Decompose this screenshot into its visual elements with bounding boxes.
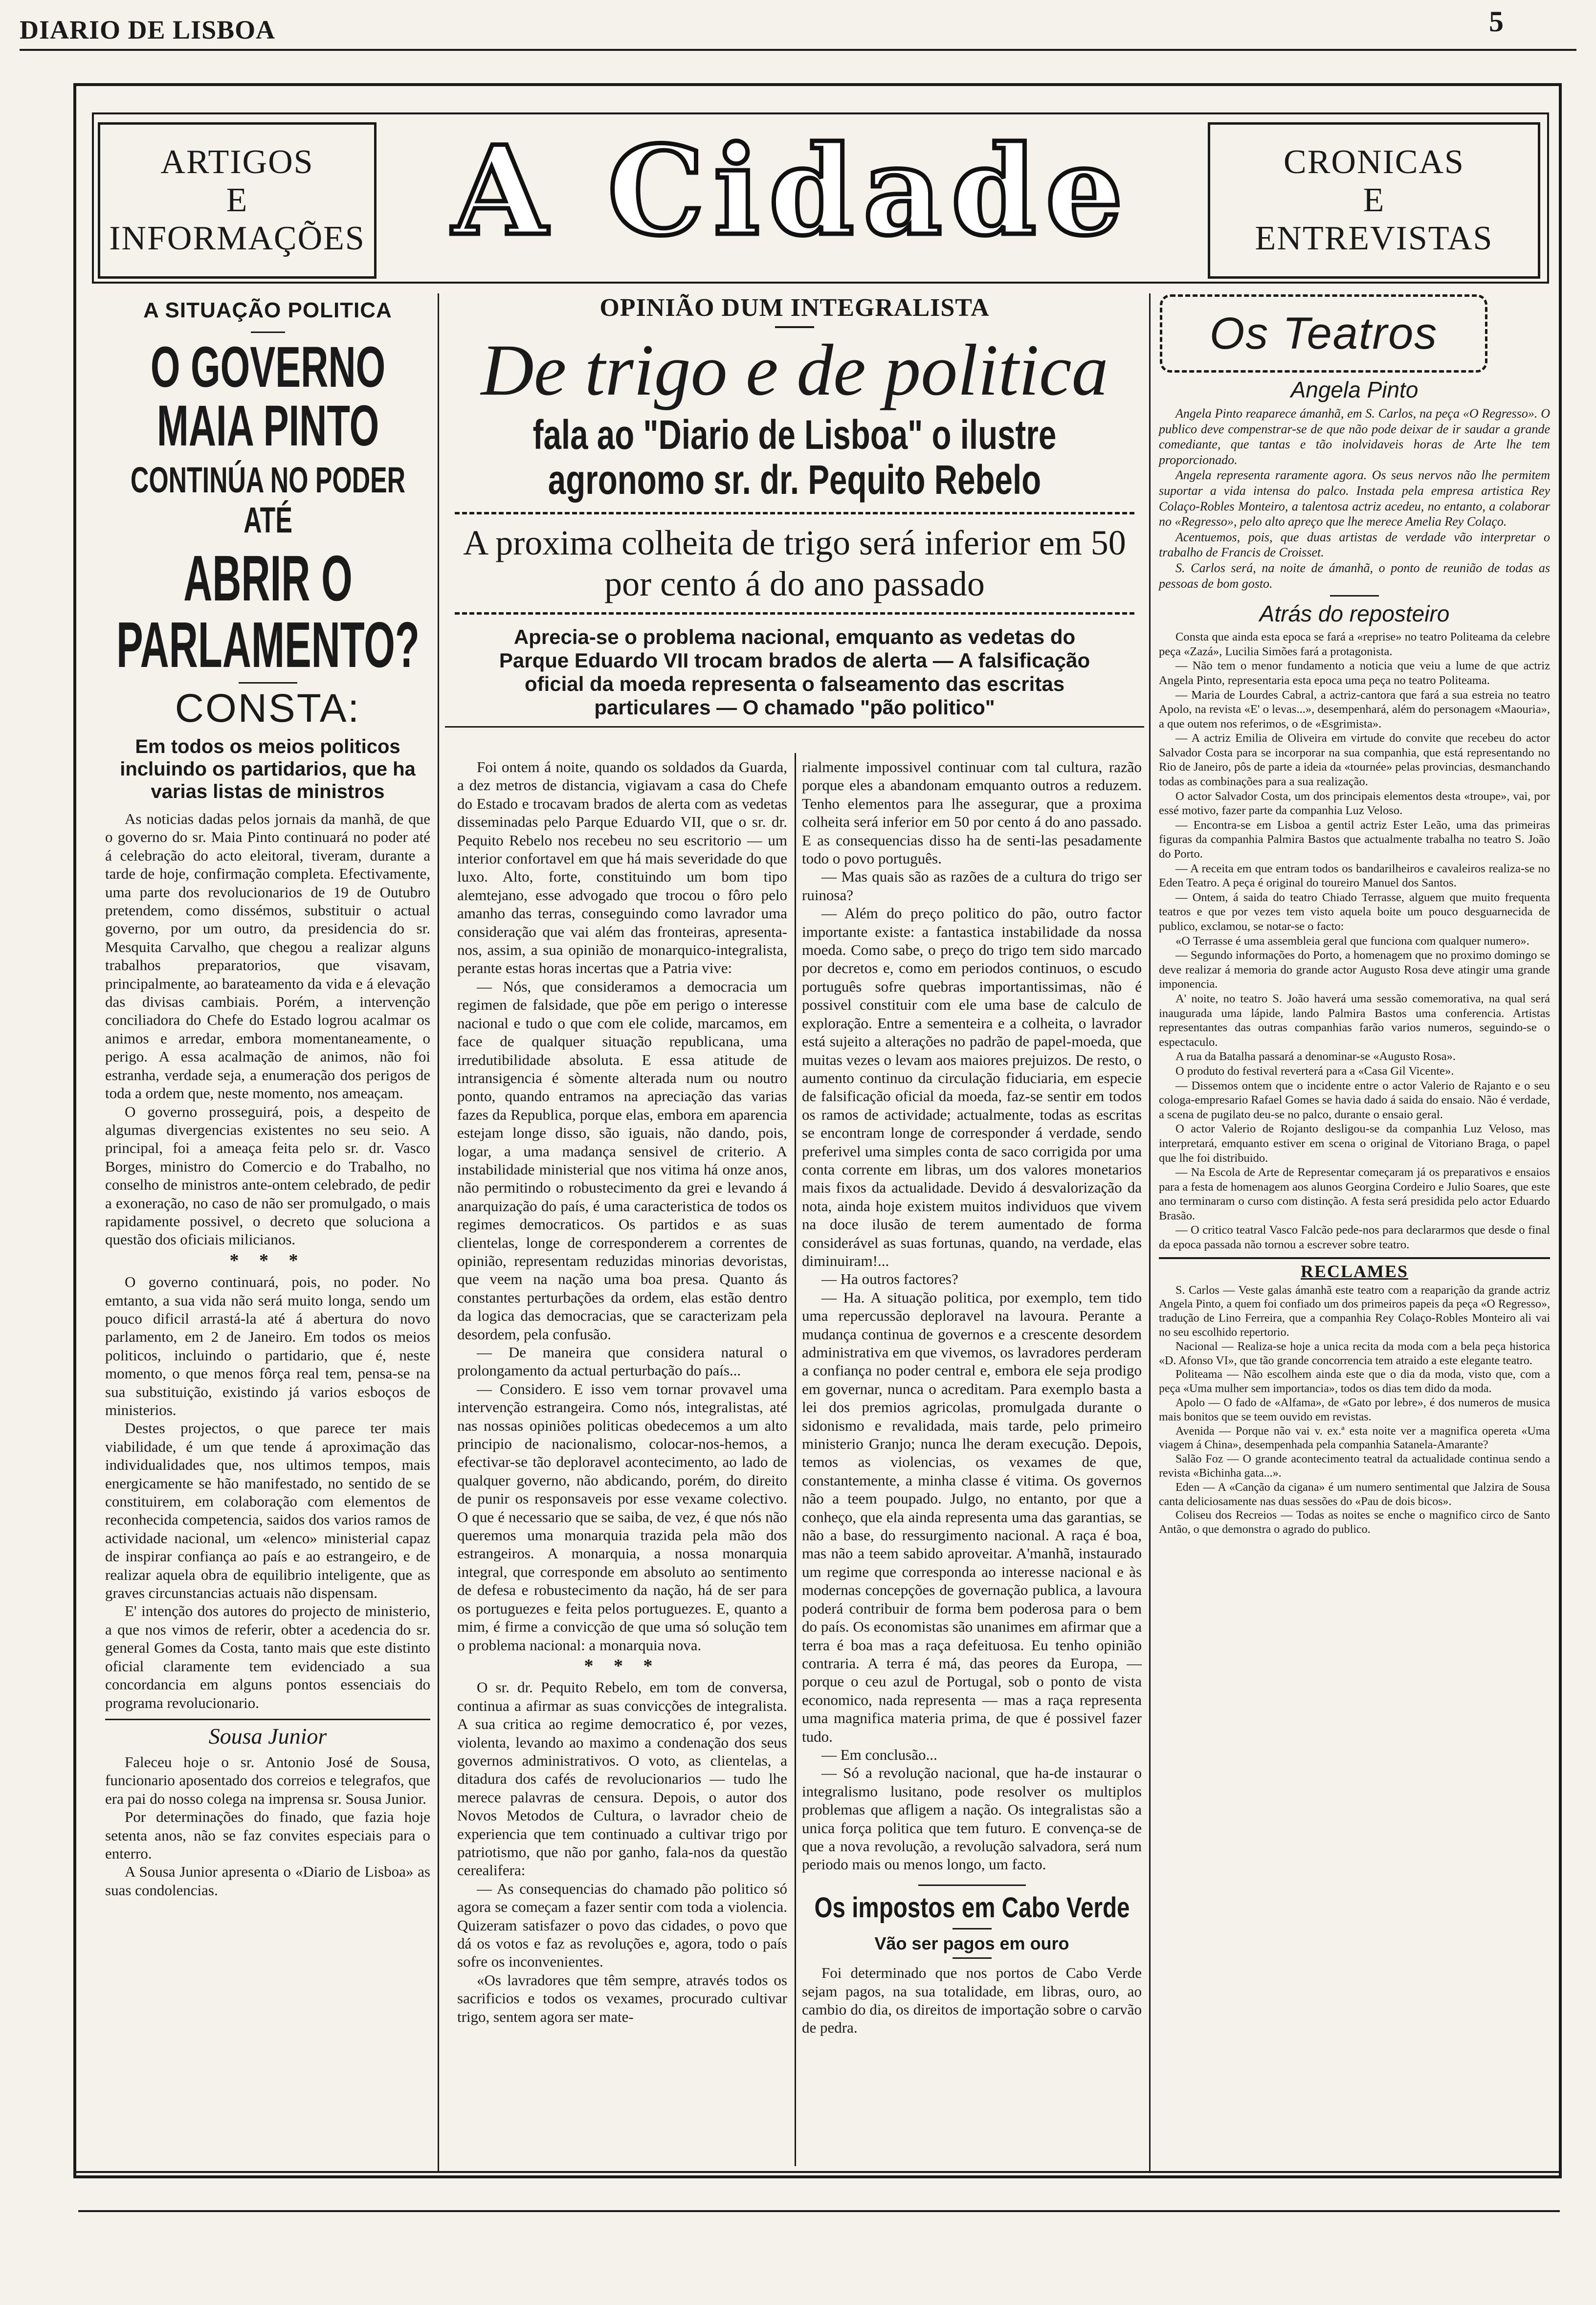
center-banner: A proxima colheita de trigo será inferior em 50 por cento á do ano passado <box>463 523 1126 603</box>
left-paragraph: As noticias dadas pelos jornais da manhã, de que o governo do sr. Maia Pinto continuará no poder até á celebração do acto eleitoral, tiveram, durante a tarde de hoje, confirmação completa. Efectivamente, uma parte dos revolucionarios de 19 de Outubro pretendem, como dissémos, substituir o actual governo, por um outro, da presidencia do sr. Mesquita Carvalho, que chegou a realizar alguns trabalhos preparatorios, que visavam, principalmente, ao barateamento da vida e á elevação das divisas cambiais. Porém, a intervenção conciliadora do Chefe do Estado logrou acalmar os animos e arredar, embora momentaneamente, o perigo. A essa acalmação de animos, não foi estranha, verdade seja, a enumeração dos perigos de toda a ordem que, neste momento, nos ameaçam. <box>105 810 430 1102</box>
banner-bottom-rule <box>455 612 1134 615</box>
banner-top-rule <box>455 512 1134 514</box>
reclames-rule <box>1159 1257 1550 1259</box>
center-paragraph: — Ha outros factores? <box>821 1270 958 1288</box>
center-column-b <box>802 758 1142 2037</box>
reposteiro-paragraph: — Não tem o menor fundamento a noticia que veiu a lume de que actriz Angela Pinto, representaria esta epoca uma peça no teatro Politeama. <box>1159 659 1550 687</box>
angela-paragraph: Angela Pinto reaparece ámanhã, em S. Carlos, na peça «O Regresso». O publico deve compenstrar-se de que não pode deixar de ir saudar a grande comediante, que tantas e tão inolvidaveis horas de Arte lhe tem proporcionado. <box>1159 406 1550 467</box>
left-article-body <box>105 810 430 1712</box>
masthead-left-box <box>98 122 377 279</box>
reposteiro-rule <box>1330 595 1379 597</box>
reclame-paragraph: Avenida — Porque não vai v. ex.ª esta noite ver a magnifica opereta «Uma viagem á China», desempenhada pela companhia Satanela-Amarante? <box>1159 1424 1550 1452</box>
center-subhead-rule <box>445 726 1144 728</box>
left-paragraph: Destes projectos, o que parece ter mais viabilidade, é um que tende á aproximação das individualidades que, nos ultimos tempos, mais energicamente se hão manifestado, no sentido de se constituirem, em colaboração com elementos de reconhecida competencia, saidos dos varios ramos de actividade nacional, um «elenco» ministerial capaz de inspirar confiança ao país e ao estrangeiro, e de realizar aquela obra de equilibrio inteligente, que as graves circunstancias actuais não dispensam. <box>105 1419 430 1602</box>
center-headline-block <box>445 293 1144 728</box>
obituary-body <box>105 1753 430 1899</box>
news-subtitle: Vão ser pagos em ouro <box>874 1933 1069 1953</box>
top-rule <box>20 49 1576 51</box>
center-column-a <box>457 758 787 2026</box>
reposteiro-paragraph: Consta que ainda esta epoca se fará a «reprise» no teatro Politeama da celebre peça «Zazá», Lucilia Simões fará a protagonista. <box>1159 630 1550 658</box>
angela-paragraph: Acentuemos, pois, que duas artistas de verdade vão interpretar o trabalho de Francis de Croisset. <box>1159 530 1550 560</box>
reposteiro-paragraph: — A receita em que entram todos os bandarilheiros e cavaleiros realiza-se no Eden Teatro. A peça é original do toureiro Manuel dos Santos. <box>1159 862 1550 890</box>
left-paragraph: O governo prosseguirá, pois, a despeito de algumas divergencias existentes no seu seio. A principal, foi a ameaça feita pelo sr. dr. Vasco Borges, ministro do Comercio e do Trabalho, no conselho de ministros ante-ontem celebrado, de pedir a exoneração, no caso de não ser promulgado, o mais rapidamente possivel, o decreto que soluciona a questão dos oficiais milicianos. <box>105 1103 430 1248</box>
angela-title: Angela Pinto <box>1290 377 1419 402</box>
news-subtitle-rule <box>953 1957 992 1959</box>
left-headline-1: O GOVERNO MAIA PINTO <box>150 335 386 458</box>
center-paragraph: — Só a revolução nacional, que ha-de instaurar o integralismo lusitano, pode resolver os multiplos problemas que afligem a nação. Os integralistas são a unica força politica que tem futuro. E convença-se de que a nova revolução, a revolução salvadora, será num periodo mais ou menos longo, um facto. <box>802 1764 1142 1873</box>
reclame-paragraph: Salão Foz — O grande acontecimento teatral da actualidade continua sendo a revista «Bichinha gata...». <box>1159 1453 1550 1480</box>
news-text: Foi determinado que nos portos de Cabo Verde sejam pagos, na sua totalidade, em libras, ouro, ao cambio do dia, os direitos de importação sobre o carvão de pedra. <box>802 1964 1142 2037</box>
reclame-paragraph: Apolo — O fado de «Alfama», de «Gato por lebre», é dos numeros de musica mais bonitos que se teem ouvido em revistas. <box>1159 1396 1550 1423</box>
reclame-paragraph: Coliseu dos Recreios — Todas as noites se enche o magnifico circo de Santo Antão, o que demonstra o agrado do publico. <box>1159 1509 1550 1536</box>
angela-body <box>1159 406 1550 591</box>
reclame-paragraph: Nacional — Realiza-se hoje a unica recita da moda com a bela peça historica «D. Afonso VI», que tão grande concorrencia tem atraido a este elegante teatro. <box>1159 1340 1550 1367</box>
obituary-paragraph: Por determinações do finado, que fazia hoje setenta anos, não se faz convites especiais para o enterro. <box>105 1808 430 1862</box>
reposteiro-paragraph: — Ontem, á saida do teatro Chiado Terrasse, alguem que muito frequenta teatros e que por vezes tem visto aquela boite um pouco desguarnecida de publico, exclamou, se notar-se o facto: <box>1159 890 1550 933</box>
column-rule-1 <box>438 293 439 2171</box>
reposteiro-paragraph: — Encontra-se em Lisboa a gentil actriz Ester Leão, uma das primeiras figuras da companhia Palmira Bastos que actualmente trabalha no teatro S. João do Porto. <box>1159 818 1550 861</box>
kicker-rule <box>251 332 285 333</box>
left-subhead: Em todos os meios politicos incluindo os partidarios, que ha varias listas de ministros <box>120 736 416 802</box>
headline-rule <box>239 682 297 684</box>
reposteiro-title: Atrás do reposteiro <box>1259 601 1450 627</box>
news-title-rule <box>953 1928 992 1929</box>
left-headline-3: ABRIR O PARLAMENTO? <box>116 542 420 681</box>
masthead-right-line-3: ENTREVISTAS <box>1255 220 1493 257</box>
reclame-paragraph: S. Carlos — Veste galas ámanhã este teatro com a reaparição da grande actriz Angela Pinto, a quem foi confiado um dos primeiros papeis da peça «O Regresso», tradução de Lino Ferreira, que a companhia Rey Colaço-Robles Monteiro ali vai no seu escolhido repertorio. <box>1159 1284 1550 1339</box>
reposteiro-paragraph: A' noite, no teatro S. João haverá uma sessão comemorativa, na qual será inaugurada uma lápide, lando Palmira Bastos uma conferencia. Artistas representantes das outras companhias farão varios numeros, seguindo-se o espectaculo. <box>1159 992 1550 1049</box>
obituary-paragraph: A Sousa Junior apresenta o «Diario de Lisboa» as suas condolencias. <box>105 1863 430 1899</box>
right-column <box>1159 377 1550 1537</box>
masthead-right-box <box>1208 122 1540 279</box>
center-kicker-rule <box>775 326 814 328</box>
bottom-rule <box>73 2171 1562 2173</box>
running-head-title: DIARIO DE LISBOA <box>20 15 276 44</box>
reposteiro-body <box>1159 630 1550 1252</box>
left-paragraph: O governo continuará, pois, no poder. No emtanto, a sua vida não será muito longa, sendo um pouco dificil arrastá-la até á abertura do novo parlamento, em 2 de Janeiro. Em todos os meios politicos, incluindo o partidario, que é, neste momento, o que menos fôrça real tem, pensa-se na sua substituição, existindo já varios esboços de ministerios. <box>105 1273 430 1418</box>
left-headline-2: CONTINÚA NO PODER ATÉ <box>130 460 406 540</box>
center-paragraph: — Mas quais são as razões de a cultura do trigo ser ruinosa? <box>802 868 1142 904</box>
masthead-left-line-3: INFORMAÇÕES <box>109 220 365 257</box>
center-paragraph: Foi ontem á noite, quando os soldados da Guarda, a dez metros de distancia, vigiavam a casa do Chefe do Estado e trocavam brados de alerta com as vedetas disseminadas pelo Parque Eduardo VII, que o sr. dr. Pequito Rebelo nos recebeu no seu escritorio — um interior confortavel em que há mais severidade do que luxo. Alto, forte, constituindo um bom tipo alemtejano, esse advogado que trocou o fôro pelo amanho das terras, conseguindo como lavrador uma consideração que vai além das fronteiras, apresenta-nos, assim, a sua opinião de monarquico-integralista, perante estas horas incertas que a Patria vive: <box>457 758 787 977</box>
left-paragraph: E' intenção dos autores do projecto de ministerio, a que nos vimos de referir, obter a acedencia do sr. general Gomes da Costa, tanto mais que este distinto oficial claramente tem evidenciado a sua concordancia em alguns pontos essenciais do programa revolucionario. <box>105 1602 430 1711</box>
center-kicker: OPINIÃO DUM INTEGRALISTA <box>599 294 990 322</box>
reposteiro-paragraph: — O critico teatral Vasco Falcão pede-nos para declararmos que desde o final da epoca passada não tornou a escrever sobre teatro. <box>1159 1223 1550 1252</box>
center-paragraph: — Ha. A situação politica, por exemplo, tem tido uma repercussão deploravel na lavoura. Perante a mudança continua de governos e a crescente desordem administrativa em que vivemos, os lavradores perderam a confiança no poder central e, embora ele seja prodigo em governar, nunca o acreditam. Para exemplo basta a lei dos premios agricolas, promulgada durante o sidonismo e revalidada, mais tarde, pelo primeiro ministerio Granjo; nunca lhe deram execução. Depois, temos as violencias, os vexames de que, constantemente, a minha classe é vitima. Os governos não a teem poupado. Julgo, no entanto, por que a conheço, que ela ainda representa uma das garantias, se não a base, do ressurgimento nacional. A raça é boa, mas não a teem sabido aproveitar. A'manhã, instaurado um regime que corresponda ao interesse nacional e às modernas concepções de governação publica, a lavoura poderá contribuir de forma bem poderosa para o bem do país. Os economistas são unanimes em afirmar que a terra é boa mas a raça defeituosa. Eu tenho opinião contraria. A terra é má, das peores da Europa, — porque o ceu azul de Portugal, sob o ponto de vista economico, nada representa — mas a raça representa uma magnifica materia prima, de que é possivel fazer tudo. <box>802 1288 1142 1745</box>
center-paragraph: — Nós, que consideramos a democracia um regimen de falsidade, que põe em perigo o interesse nacional e tudo o que com ele colide, marcamos, em face de qualquer situação republicana, uma irredutibilidade absoluta. E essa atitude de intransigencia é sòmente alterada num ou noutro ponto, quando entramos na apreciação das varias fazes da Republica, porque elas, embora em aparencia estejam longe disso, são iguais, não dando, pois, logar, a uma madança sensivel de criterio. A instabilidade ministerial que nos vitima há onze anos, não permitindo o robustecimento da grei e levando á anarquização do país, é uma caracteristica de todos os regimes democraticos. Os partidos e as suas clientelas, longe de corresponderem a correntes de opinião, representam reduzidas minorias devoristas, que veem na nação uma boa presa. Quanto ás constantes perturbações da ordem, elas estão dentro da logica das democracias, que se caracterizam pela desordem, pela confusão. <box>457 977 787 1343</box>
obituary-paragraph: Faleceu hoje o sr. Antonio José de Sousa, funcionario aposentado dos correios e telegrafos, que era pai do nosso colega na imprensa sr. Sousa Junior. <box>105 1753 430 1807</box>
left-kicker: A SITUAÇÃO POLITICA <box>143 298 392 322</box>
news-title: Os impostos em Cabo Verde <box>814 1891 1130 1924</box>
center-paragraph: — As consequencias do chamado pão politico só agora se começam a fazer sentir com toda a violencia. Quizeram satisfazer o povo das cidades, o povo que dá os votos e faz as revoluções e, agora, todo o país sofre os inconvenientes. <box>457 1880 787 1971</box>
masthead-right-line-1: CRONICAS <box>1284 143 1464 181</box>
center-paragraph: — Considero. E isso vem tornar provavel uma intervenção estrangeira. Como nós, integralistas, até nas nossas opiniões politicas obedecemos a um alto principio de nacionalismo, colocar-nos-hemos, a efectivar-se tão deploravel acontecimento, ao lado de qualquer governo, não abdicando, porém, do direito de punir os responsaveis por esse vexame colectivo. O que é necessario que se saiba, de vez, é que nós não queremos uma monarquia trazida pela mão dos estrangeiros. A monarquia, a nossa monarquia integral, que corresponde em absoluto ao sentimento de defesa e robustecimento da nação, há de ser para os portuguezes e feita pelos portuguezes. E, quanto a mim, é firme a convicção de que uma só solução tem o problema nacional: a monarquia nova. <box>457 1380 787 1654</box>
theatres-section-title: Os Teatros <box>1209 308 1438 358</box>
center-paragraph: O sr. dr. Pequito Rebelo, em tom de conversa, continua a afirmar as suas convicções de integralista. A sua critica ao regime democratico é, por vezes, violenta, levando ao maximo a condenação dos seus governos administrativos. O voto, as clientelas, a ditadura dos cafés de revolucionarios — tudo lhe merece palavras de censura. Depois, o autor dos Novos Metodos de Cultura, o lavrador cheio de experiencia que tem continuado a cultivar trigo por patriotismo, que não por ganho, fala-nos da questão cerealifera: <box>457 1679 787 1879</box>
obituary-rule <box>105 1719 430 1720</box>
reposteiro-paragraph: — Na Escola de Arte de Representar começaram já os preparativos e ensaios para a festa de homenagem aos alunos Georgina Cordeiro e Julio Soares, que este ano terminaram o curso com distinção. A festa será presidida pelo actor Eduardo Brasão. <box>1159 1166 1550 1222</box>
reposteiro-paragraph: O produto do festival reverterá para a «Casa Gil Vicente». <box>1175 1064 1454 1078</box>
reclames-body <box>1159 1284 1550 1537</box>
reposteiro-paragraph: — Dissemos ontem que o incidente entre o actor Valerio de Rajanto e o seu cologa-empresario Rafael Gomes se havia dado á saida do ensaio. Não é verdade, a scena de pugilato deu-se no palco, durante o ensaio geral. <box>1159 1079 1551 1121</box>
reposteiro-paragraph: «O Terrasse é uma assembleia geral que funciona com qualquer numero». <box>1175 934 1530 948</box>
consta-heading: CONSTA: <box>175 686 361 731</box>
angela-paragraph: Angela representa raramente agora. Os seus nervos não lhe permitem suportar a vida intensa do palco. Instada pela empresa artistica Rey Colaço-Robles Monteiro, a talentosa actriz acedeu, no entanto, a colaborar no «Regresso», pelo alto apreço que lhe merece Amelia Rey Colaço. <box>1159 468 1550 529</box>
masthead-left-line-1: ARTIGOS <box>160 143 314 181</box>
obituary-title: Sousa Junior <box>208 1723 327 1749</box>
center-stars: * * * <box>584 1655 661 1676</box>
center-paragraph: — De maneira que considera natural o prolongamento da actual perturbação do país... <box>457 1344 787 1379</box>
center-headline: De trigo e de politica <box>481 330 1108 411</box>
reposteiro-paragraph: — A actriz Emilia de Oliveira em virtude do convite que recebeu do actor Salvador Costa para se incorporar na sua companhia, que está representando no Rio de Janeiro, pôs de parte a ideia da «tournée» pelas provincias, desmanchando todas as combinações para a sua realização. <box>1159 731 1550 789</box>
center-paragraph: — Além do preço politico do pão, outro factor importante existe: a fantastica instabilidade da nossa moeda. Como sabe, o preço do trigo tem sido marcado por decretos e, como em periodos continuos, o escudo português sofre quebras importantissimas, não é possivel constituir com ele uma base de calculo de exploração. Entre a sementeira e a colheita, o lavrador está sujeito a alterações no padrão de papel-moeda, que muitas vezes o levam aos maiores prejuizos. De resto, o aumento continuo da circulação fiduciaria, em especie de falsificação oficial da moeda, faz-se sentir em todos os ramos de actividade; actualmente, todas as escritas se encontram longe de corresponder á verdade, sendo preferivel uma simples conta de saco corrigida por uma conta corrente em libras, um dos valores monetarios mais fixos da actualidade. Devido á desvalorização da nota, ainda hoje existem muitos individuos que vivem na doce ilusão de terem aumentado de forma considerável as suas fortunas, quando, na verdade, elas diminuiram!... <box>802 905 1142 1269</box>
reposteiro-paragraph: — Maria de Lourdes Cabral, a actriz-cantora que fará a sua estreia no teatro Apolo, na revista «E' o levas...», desempenhará, além do personagem «Maouria», a que outem nos referimos, o de «Esgrimista». <box>1159 688 1550 731</box>
column-rule-2 <box>1149 293 1151 2171</box>
reclame-paragraph: Eden — A «Canção da cigana» é um numero sentimental que Jalzira de Sousa canta deliciosamente nas duas sessões do «Pau de dois bicos». <box>1159 1481 1550 1508</box>
left-column <box>105 298 430 1899</box>
masthead-left-line-2: E <box>226 181 248 219</box>
news-rule <box>918 1884 1026 1886</box>
angela-paragraph: S. Carlos será, na noite de ámanhã, o ponto de reunião de todas as pessoas de bom gosto. <box>1159 560 1550 591</box>
reposteiro-paragraph: O actor Salvador Costa, um dos principais elementos desta «troupe», vai, por essé motivo, fazer parte da companhia Luz Veloso. <box>1159 789 1550 818</box>
center-deck: fala ao "Diario de Lisboa" o ilustre agronomo sr. dr. Pequito Rebelo <box>532 412 1057 503</box>
center-paragraph: — Em conclusão... <box>821 1746 937 1763</box>
page-number: 5 <box>1489 5 1504 38</box>
reclame-paragraph: Politeama — Não escolhem ainda este que o dia da moda, visto que, com a peça «Uma mulher sem importancia», todos os dias tem dido da moda. <box>1159 1368 1550 1396</box>
reposteiro-paragraph: — Segundo informações do Porto, a homenagem que no proximo domingo se deve realizar á memoria do grande actor Augusto Rosa deve atingir uma grande imponencia. <box>1159 949 1550 991</box>
reposteiro-paragraph: A rua da Batalha passará a denominar-se «Augusto Rosa». <box>1175 1050 1456 1064</box>
section-stars: * * * <box>229 1250 306 1271</box>
masthead-title: A Cidade <box>452 119 1132 263</box>
center-paragraph: «Os lavradores que têm sempre, através todos os sacrificios e todos os vexames, procurado cultivar trigo, sentem agora ser mate- <box>457 1971 787 2025</box>
center-column-rule <box>795 753 796 2166</box>
center-subhead: Aprecia-se o problema nacional, emquanto as vedetas do Parque Eduardo VII trocam brados de alerta — A falsificação oficial da moeda representa o falseamento das escritas particulares — O chamado "pão politico" <box>499 625 1090 719</box>
masthead-right-line-2: E <box>1363 181 1385 219</box>
reposteiro-paragraph: O actor Valerio de Rojanto desligou-se da companhia Luz Veloso, mas interpretará, emquanto estiver em scena o original de Vitoriano Braga, o papel que lhe foi distribuido. <box>1159 1122 1550 1165</box>
theatres-section-box <box>1160 294 1487 373</box>
footer-rule <box>78 2210 1560 2212</box>
reclames-title: RECLAMES <box>1300 1261 1409 1281</box>
center-paragraph: rialmente impossivel continuar com tal cultura, razão porque eles a abandonam emquanto outros a reduzem. Tenho elementos para lhe assegurar, que a proxima colheita será inferior em 50 por cento á do ano passado. E as consequencias disso ha de senti-las pesadamente todo o povo português. <box>802 758 1142 867</box>
